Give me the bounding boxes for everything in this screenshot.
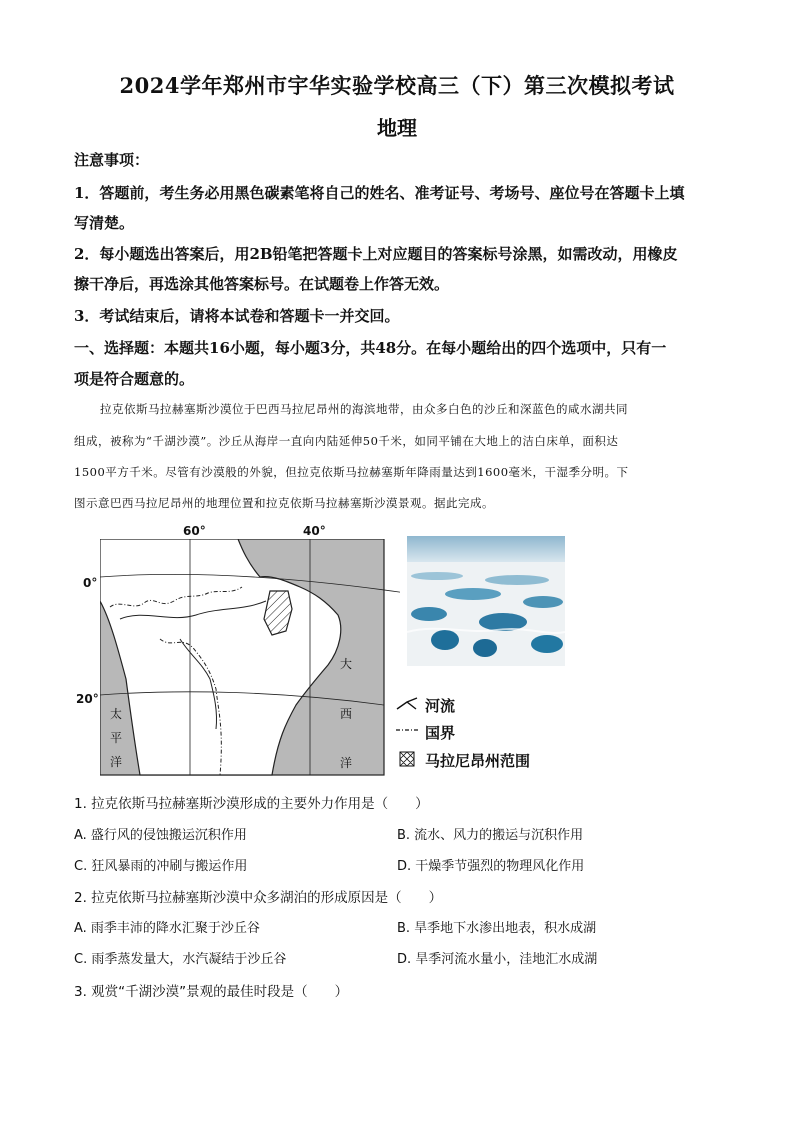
question-1-option-c: C. 狂风暴雨的冲刷与搬运作用 — [74, 859, 248, 874]
question-2-option-d: D. 旱季河流水量小，洼地汇水成湖 — [397, 952, 598, 967]
section-heading-line-2: 项是符合题意的。 — [74, 370, 195, 388]
pacific-char-3: 洋 — [110, 755, 123, 769]
notice-item-2-line-2: 擦干净后，再选涂其他答案标号。在试题卷上作答无效。 — [74, 275, 450, 293]
longitude-40-label: 40° — [303, 524, 326, 538]
notice-item-1-line-1: 1．答题前，考生务必用黑色碳素笔将自己的姓名、准考证号、考场号、座位号在答题卡上填 — [74, 184, 685, 202]
question-2-option-b: B. 旱季地下水渗出地表，积水成湖 — [397, 921, 597, 936]
question-1-option-a: A. 盛行风的侵蚀搬运沉积作用 — [74, 828, 247, 843]
question-2-stem: 2. 拉克依斯马拉赫塞斯沙漠中众多湖泊的形成原因是（ ） — [74, 890, 443, 906]
state-legend-icon — [399, 751, 415, 767]
pacific-char-2: 平 — [110, 731, 123, 745]
legend-river: 河流 — [425, 697, 456, 715]
question-2-option-c: C. 雨季蒸发量大，水汽凝结于沙丘谷 — [74, 952, 287, 967]
river-legend-icon — [396, 697, 418, 711]
atlantic-char-1: 大 — [340, 657, 353, 671]
notice-heading: 注意事项： — [74, 151, 150, 169]
south-america-map — [100, 539, 400, 777]
exam-subject: 地理 — [377, 116, 417, 140]
notice-item-2-line-1: 2．每小题选出答案后，用2B铅笔把答题卡上对应题目的答案标号涂黑，如需改动，用橡皮 — [74, 245, 678, 263]
notice-item-3: 3．考试结束后，请将本试卷和答题卡一并交回。 — [74, 307, 400, 325]
exam-title: 2024学年郑州市宇华实验学校高三（下）第三次模拟考试 — [119, 73, 675, 98]
legend-state: 马拉尼昂州范围 — [425, 752, 531, 770]
latitude-0-label: 0° — [83, 576, 98, 590]
question-1-option-d: D. 干燥季节强烈的物理风化作用 — [397, 859, 585, 874]
section-heading-line-1: 一、选择题：本题共16小题，每小题3分，共48分。在每小题给出的四个选项中，只有一 — [74, 339, 667, 357]
question-3-stem: 3. 观赏“千湖沙漠”景观的最佳时段是（ ） — [74, 984, 349, 1000]
question-1-stem: 1. 拉克依斯马拉赫塞斯沙漠形成的主要外力作用是（ ） — [74, 796, 429, 812]
passage-line-1: 拉克依斯马拉赫塞斯沙漠位于巴西马拉尼昂州的海滨地带，由众多白色的沙丘和深蓝色的咸水湖共同 — [100, 402, 628, 416]
question-1-option-b: B. 流水、风力的搬运与沉积作用 — [397, 828, 584, 843]
legend-border: 国界 — [425, 724, 456, 742]
desert-lakes-photo — [407, 536, 565, 666]
passage-line-4: 图示意巴西马拉尼昂州的地理位置和拉克依斯马拉赫塞斯沙漠景观。据此完成。 — [74, 496, 494, 510]
border-legend-icon — [396, 727, 418, 733]
notice-item-1-line-2: 写清楚。 — [74, 214, 135, 232]
latitude-20-label: 20° — [76, 692, 99, 706]
longitude-60-label: 60° — [183, 524, 206, 538]
atlantic-char-3: 洋 — [340, 756, 353, 770]
atlantic-char-2: 西 — [340, 707, 353, 721]
pacific-char-1: 太 — [110, 707, 123, 721]
question-2-option-a: A. 雨季丰沛的降水汇聚于沙丘谷 — [74, 921, 260, 936]
passage-line-2: 组成，被称为“千湖沙漠”。沙丘从海岸一直向内陆延伸50千米，如同平铺在大地上的洁白床单，面积达 — [74, 434, 619, 448]
passage-line-3: 1500平方千米。尽管有沙漠般的外貌，但拉克依斯马拉赫塞斯年降雨量达到1600毫米，干湿季分明。下 — [74, 465, 629, 479]
